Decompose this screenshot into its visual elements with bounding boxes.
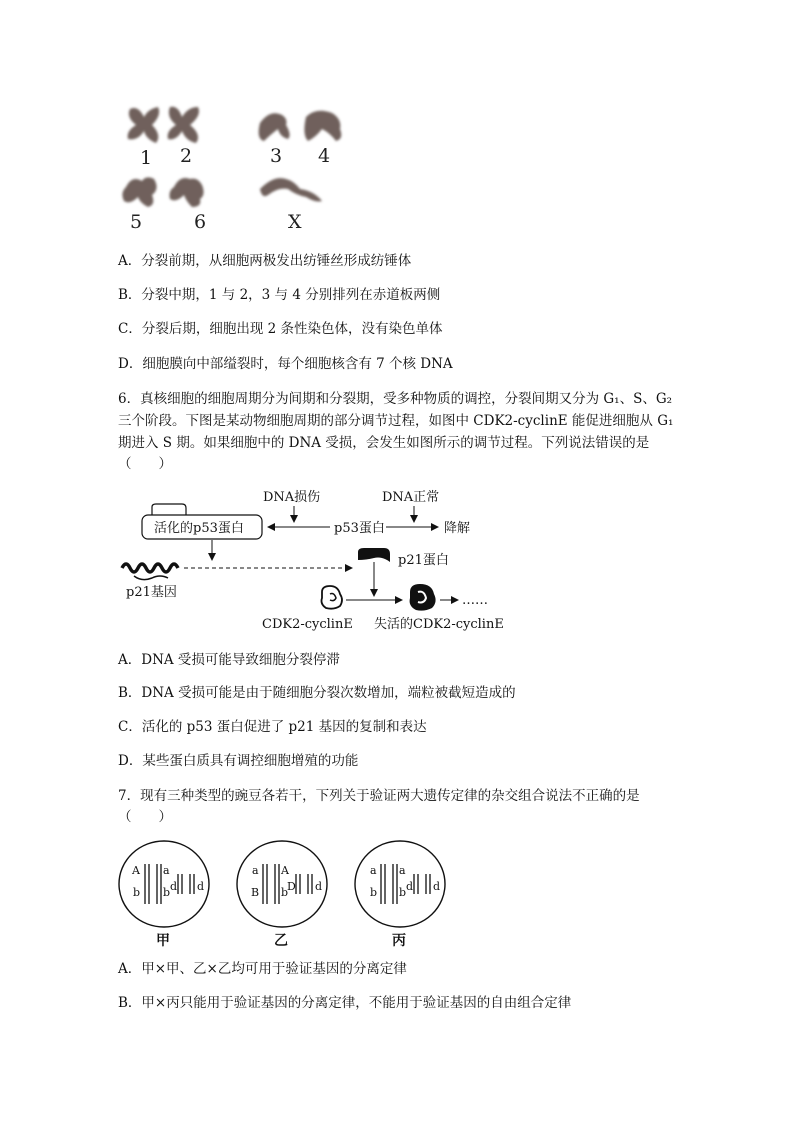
degrade-text: 降解: [444, 521, 471, 536]
yi-gene-d-right: d: [315, 880, 323, 893]
cell-bing-outline: [355, 841, 445, 927]
p21-protein-shape: [358, 548, 390, 562]
q6-option-d: D．某些蛋白质具有调控细胞增殖的功能: [118, 753, 359, 769]
activated-p53-text: 活化的p53蛋白: [154, 521, 244, 536]
q5-option-b: B．分裂中期，1 与 2，3 与 4 分别排列在赤道板两侧: [118, 287, 441, 303]
bing-gene-right-top: a: [399, 864, 406, 877]
jia-gene-d-right: d: [197, 880, 205, 893]
p21-gene-text: p21基因: [126, 585, 177, 600]
q5-option-d: D．细胞膜向中部缢裂时，每个细胞核含有 7 个核 DNA: [118, 356, 453, 372]
jia-gene-left-top: A: [132, 864, 140, 877]
q6-option-a: A．DNA 受损可能导致细胞分裂停滞: [118, 652, 340, 668]
cell-label-jia: 甲: [156, 933, 170, 949]
dna-normal-text: DNA正常: [382, 490, 440, 505]
inactive-cdk2-text: 失活的CDK2-cyclinE: [374, 617, 504, 632]
q7-stem-line-2: （ ）: [118, 809, 172, 825]
q6-option-b: B．DNA 受损可能是由于随细胞分裂次数增加，端粒被截短造成的: [118, 685, 516, 701]
jia-gene-right-top: a: [163, 864, 170, 877]
ellipsis-text: ……: [462, 593, 488, 608]
yi-gene-left-bottom: B: [251, 886, 260, 899]
q6-option-c: C．活化的 p53 蛋白促进了 p21 基因的复制和表达: [118, 719, 427, 735]
q7-option-b: B．甲×丙只能用于验证基因的分离定律，不能用于验证基因的自由组合定律: [118, 995, 572, 1011]
jia-gene-left-bottom: b: [133, 886, 141, 899]
bing-gene-d-left: d: [406, 880, 414, 893]
bing-gene-d-right: d: [433, 880, 441, 893]
jia-gene-right-bottom: b: [163, 886, 171, 899]
q6-stem-line-3: 期进入 S 期。如果细胞中的 DNA 受损，会发生如图所示的调节过程。下列说法错误的是: [118, 435, 650, 451]
activated-p53-tab: [152, 504, 186, 515]
q6-stem-line-4: （ ）: [118, 456, 172, 472]
yi-gene-right-top: A: [281, 864, 289, 877]
q6-stem-line-1: 6．真核细胞的细胞周期分为间期和分裂期，受多种物质的调控，分裂间期又分为 G₁、S、G₂: [118, 391, 673, 407]
p53-text: p53蛋白: [334, 521, 385, 536]
yi-gene-right-bottom: b: [281, 886, 289, 899]
jia-gene-d-left: d: [170, 880, 178, 893]
cell-yi-outline: [237, 841, 327, 927]
p21-gene-underline: [134, 576, 168, 580]
pea-cells-figure: [112, 834, 452, 952]
chromosome-label-4: 4: [318, 145, 331, 167]
bing-gene-left-top: a: [370, 864, 377, 877]
p21-protein-text: p21蛋白: [398, 553, 449, 568]
inactive-cdk2-shape: [410, 584, 436, 611]
yi-gene-left-top: a: [252, 864, 259, 877]
q5-option-a: A．分裂前期，从细胞两极发出纺锤丝形成纺锤体: [118, 253, 412, 269]
chromosome-figure: [118, 95, 368, 235]
cell-jia-outline: [119, 841, 209, 927]
q5-option-c: C．分裂后期，细胞出现 2 条性染色体，没有染色单体: [118, 321, 443, 337]
bing-gene-right-bottom: b: [399, 886, 407, 899]
p21-gene-wave: [122, 564, 178, 572]
dna-damage-text: DNA损伤: [263, 490, 321, 505]
p53-regulation-diagram: [112, 482, 532, 642]
q6-stem-line-2: 三个阶段。下图是某动物细胞周期的部分调节过程，如图中 CDK2-cyclinE 能促进细胞从 G₁: [118, 413, 674, 429]
chromosome-label-5: 5: [130, 211, 143, 233]
diagram-svg: [112, 482, 532, 642]
chromosome-label-1: 1: [140, 147, 153, 169]
cell-label-yi: 乙: [274, 933, 288, 949]
cell-label-bing: 丙: [392, 933, 406, 949]
chromosome-label-6: 6: [194, 211, 207, 233]
chromosome-drawing: [118, 95, 368, 235]
cdk2-shape: [322, 586, 343, 609]
q7-stem-line-1: 7．现有三种类型的豌豆各若干，下列关于验证两大遗传定律的杂交组合说法不正确的是: [118, 788, 640, 804]
bing-gene-left-bottom: b: [370, 886, 378, 899]
q7-option-a: A．甲×甲、乙×乙均可用于验证基因的分离定律: [118, 961, 407, 977]
chromosome-label-x: X: [288, 211, 302, 233]
chromosome-label-2: 2: [180, 145, 193, 167]
cdk2-text: CDK2-cyclinE: [262, 617, 353, 632]
yi-gene-d-left: D: [287, 880, 296, 893]
chromosome-label-3: 3: [270, 145, 283, 167]
